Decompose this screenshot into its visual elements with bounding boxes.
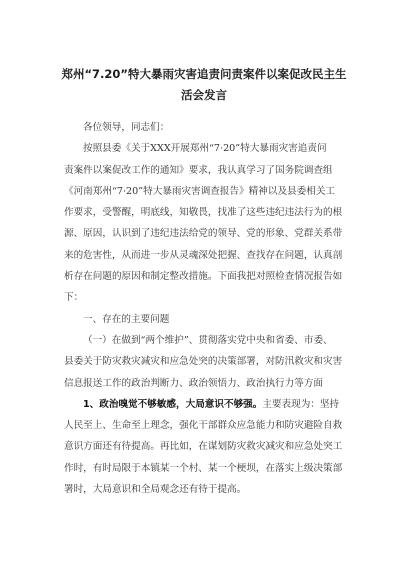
section-heading: 一、存在的主要问题 (83, 313, 170, 325)
document-body (64, 117, 346, 500)
title-line-1: 郑州“7.20”特大暴雨灾害追责问责案件以案促改民主生 (61, 67, 347, 81)
paragraph-3-line: 人民至上、生命至上理念，强化干部群众应急能力和防灾避险自救 (64, 420, 343, 432)
subsection-heading: 1、政治嗅觉不够敏感，大局意识不够强。 (83, 398, 263, 410)
paragraph-1-line: 《河南郑州“7·20”特大暴雨灾害调查报告》精神以及县委相关工 (64, 185, 336, 197)
paragraph-1-line: 责案件以案促改工作的通知》要求，我认真学习了国务院调查组 (64, 164, 333, 176)
paragraph-3-intro: 主要表现为：坚持 (262, 398, 340, 410)
title-line-2: 活会发言 (181, 88, 227, 102)
paragraph-3-line: 署时，大局意识和全局观念还有待于提高。 (64, 484, 247, 496)
paragraph-1-line: 析存在问题的原因和制定整改措施。下面我把对照检查情况报告如 (64, 271, 343, 283)
paragraph-1-line: 源、原因，认识到了违纪违法给党的领导、党的形象、党群关系带 (64, 228, 343, 240)
greeting: 各位领导，同志们： (83, 122, 170, 133)
paragraph-1-line: 来的危害性，从而进一步从灵魂深处把握、查找存在问题，认真剖 (64, 249, 343, 261)
paragraph-2-line: 县委关于防灾救灾减灾和应急处突的决策部署，对防汛救灾和灾害 (64, 356, 343, 368)
paragraph-3-first-line (64, 394, 346, 415)
paragraph-2-line: （一）在做到“两个维护”、贯彻落实党中央和省委、市委、 (83, 334, 333, 346)
paragraph-3-line: 意识方面还有待提高。再比如，在谋划防灾救灾减灾和应急处突工 (64, 441, 343, 453)
document-title (40, 64, 368, 106)
paragraph-3-line: 作时，有时局限于本镇某一个村、某一个梗坝，在落实上级决策部 (64, 462, 343, 474)
paragraph-1-line: 下： (64, 292, 84, 304)
paragraph-1-line: 作要求，受警醒，明底线，知敬畏，找准了这些违纪违法行为的根 (64, 207, 343, 219)
paragraph-2-line: 信息报送工作的政治判断力、政治领悟力、政治执行力等方面 (64, 377, 324, 389)
paragraph-1-line: 按照县委《关于XXX开展郑州“7·20”特大暴雨灾害追责问 (83, 143, 327, 155)
